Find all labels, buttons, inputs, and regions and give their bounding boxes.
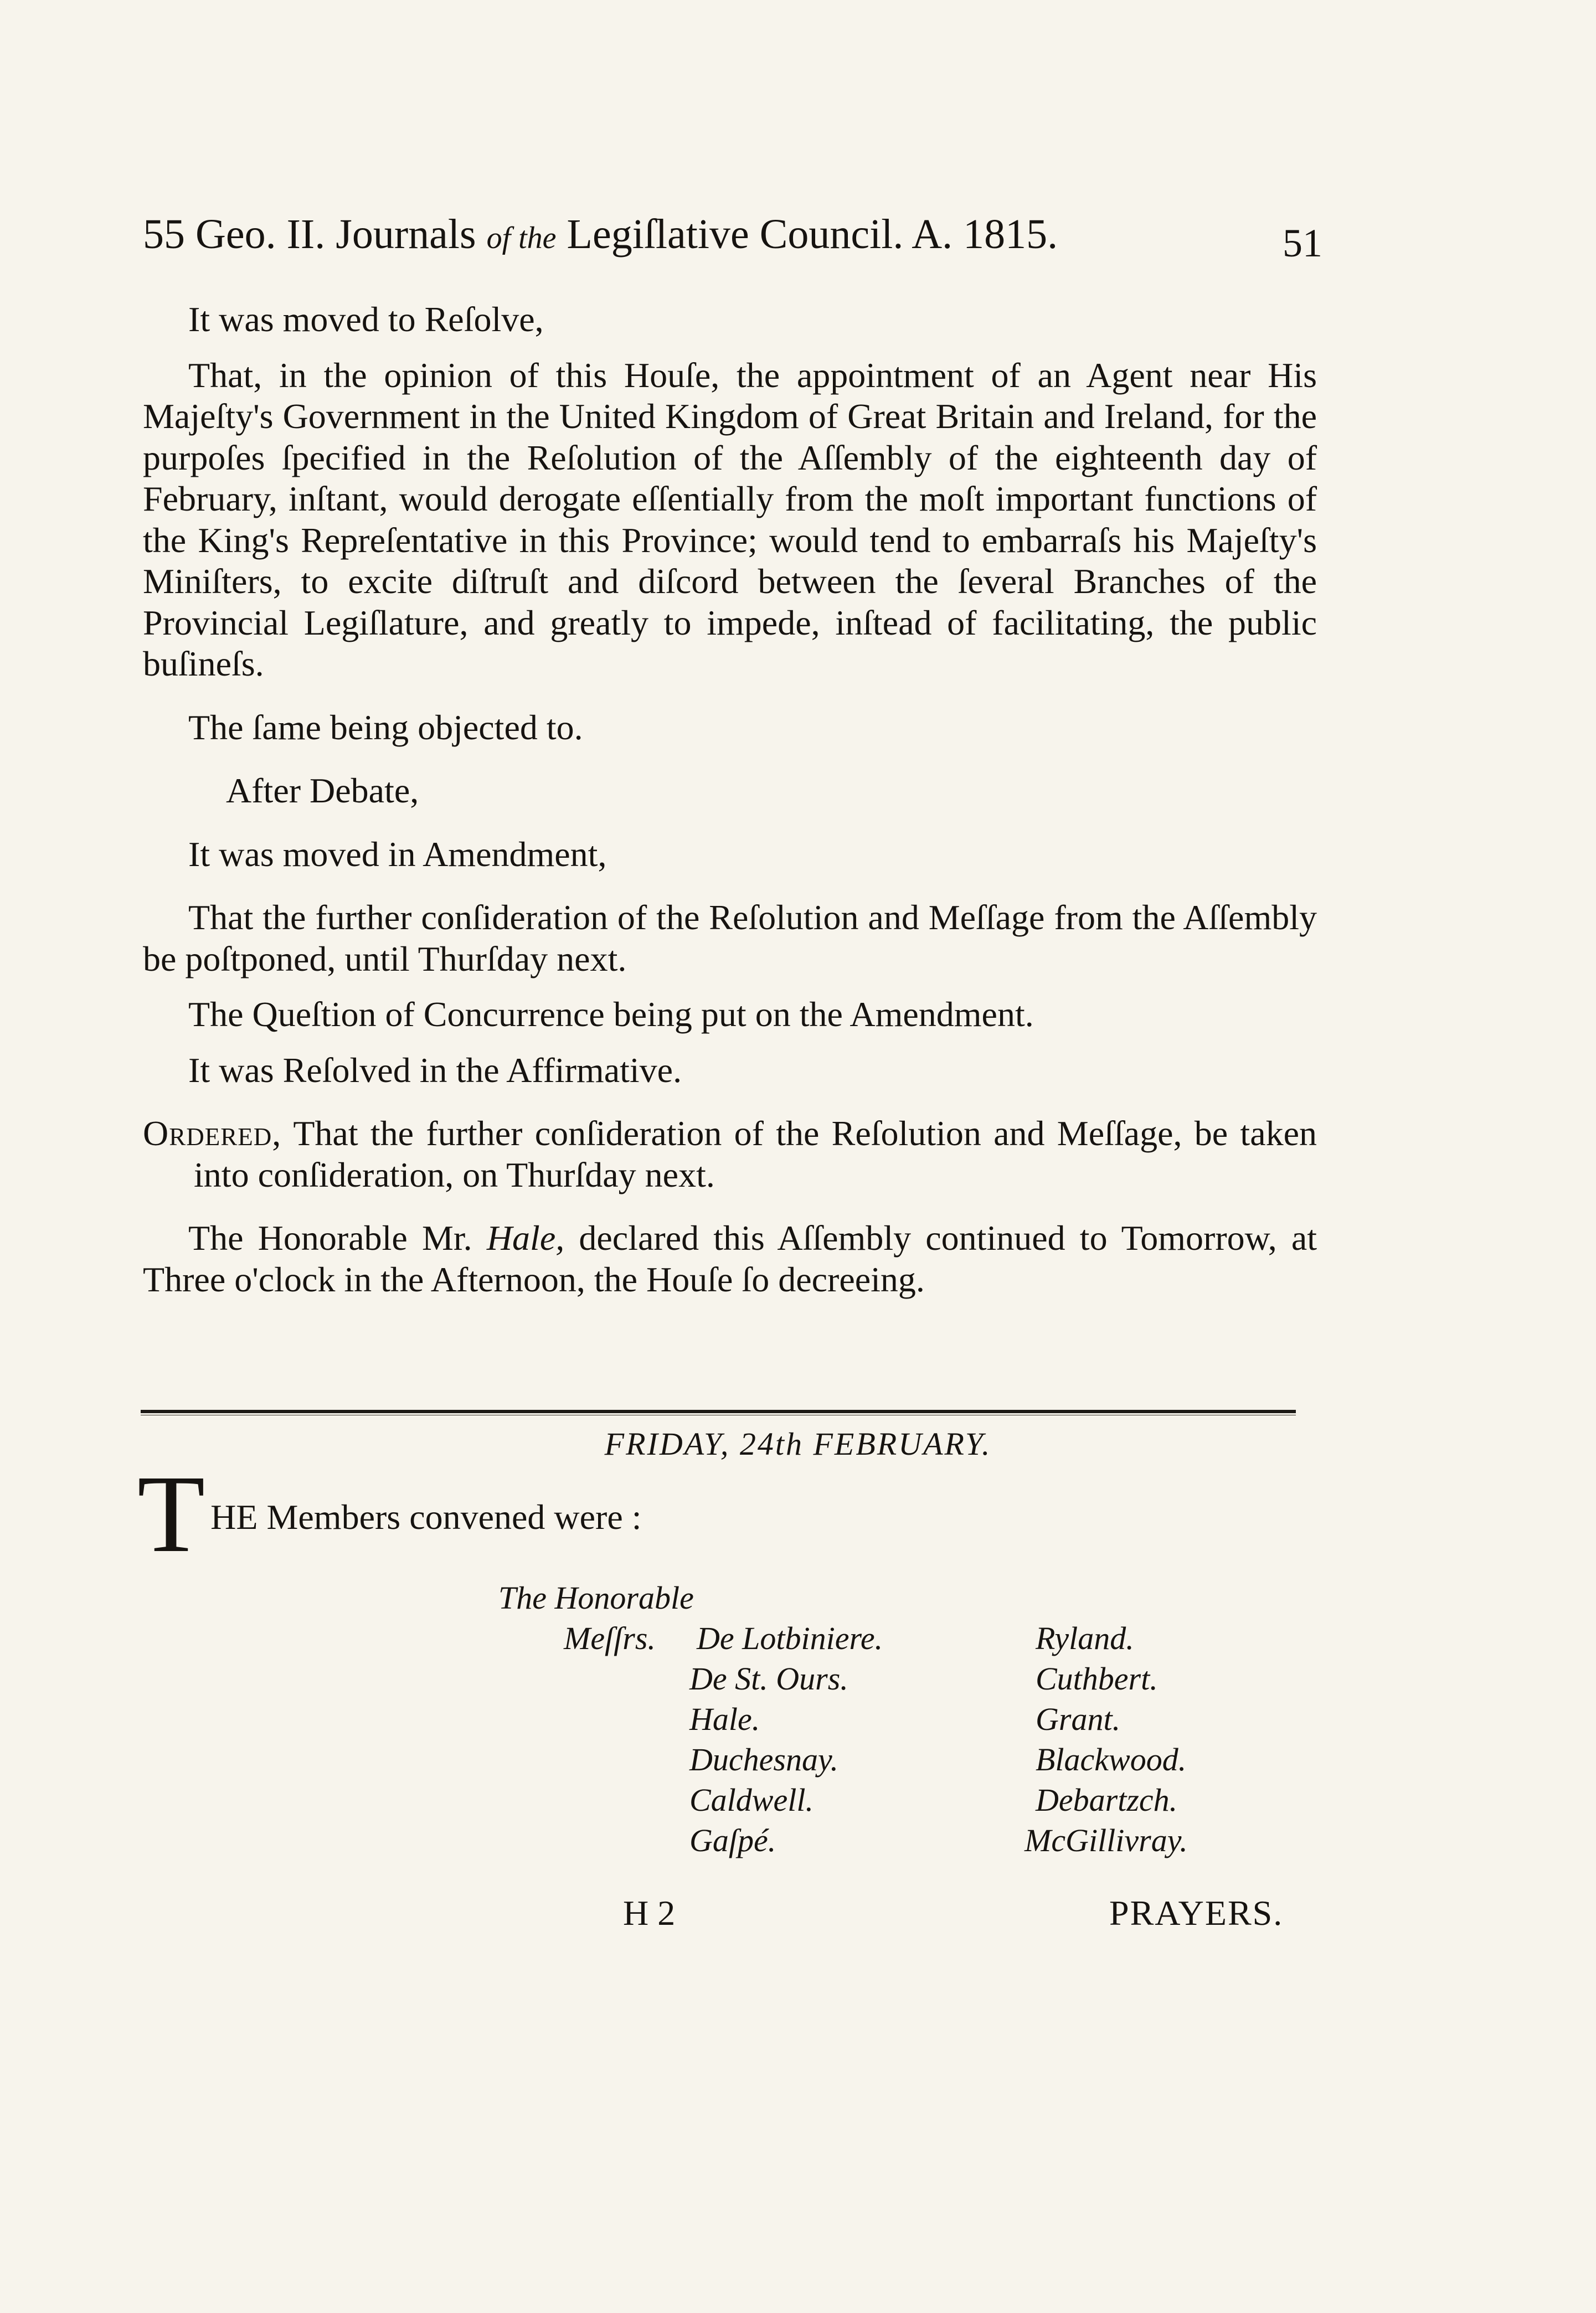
paragraph-amendment-text: That the further conſideration of the Reſolution and Meſſage from the Aſſembly be poſtponed, until Thurſday next. [143,898,1317,978]
paragraph-objection: The ſame being objected to. [188,707,583,747]
signature-mark: H 2 [623,1893,676,1933]
journal-body [143,299,1317,1300]
running-header [143,210,1322,265]
header-council: Legiſlative Council. [567,211,904,257]
member-right: McGillivray. [1024,1822,1188,1858]
header-anno: A. 1815. [912,211,1058,257]
paragraph-resolved: It was Reſolved in the Affirmative. [188,1050,682,1090]
member-left: De St. Ours. [689,1661,848,1697]
ordered-label: Ordered, [143,1114,282,1153]
member-right: Debartzch. [1036,1782,1178,1818]
adjournment-lead: The Honorable Mr. [188,1218,472,1258]
drop-cap: T [137,1453,205,1575]
paragraph-after-debate: After Debate, [226,771,419,810]
member-right: Grant. [1036,1701,1121,1737]
member-right: Ryland. [1036,1620,1134,1656]
convened-text: HE Members convened were : [210,1497,642,1537]
page-number: 51 [1283,221,1322,265]
member-left: Caldwell. [689,1782,814,1818]
adjournment-name: Hale, [486,1218,565,1258]
date-heading: FRIDAY, 24th FEBRUARY. [604,1426,992,1462]
member-left: Duchesnay. [689,1742,838,1778]
member-right: Blackwood. [1036,1742,1187,1778]
paragraph-amendment-motion: It was moved in Amendment, [188,834,607,874]
paragraph-resolution-text: That, in the opinion of this Houſe, the appointment of an Agent near His Majeſty's Government in the United Kingdom of Great Britain and Ireland, for the purpoſes ſpecified in the Reſolution of the Aſſembly of the eighteenth day of February, inſtant, would derogate eſſentially from the moſt important functions of the King's Repreſentative in this Province; would tend to embarraſs his Majeſty's Miniſters, to excite diſtruſt and diſcord between the ſeveral Branches of the Provincial Legiſlature, and greatly to impede, inſtead of facilitating, the public buſineſs. [143,355,1317,683]
members-convened-line [137,1453,642,1575]
paragraph-adjournment [143,1218,1317,1300]
paragraph-motion: It was moved to Reſolve, [188,300,544,339]
section-divider [141,1410,1296,1415]
paragraph-question: The Queſtion of Concurrence being put on the Amendment. [188,995,1034,1034]
header-journals: Journals [336,211,476,257]
member-left: Gaſpé. [689,1822,776,1858]
paragraph-ordered [143,1113,1317,1196]
header-of-the: of the [486,221,557,255]
member-left: Hale. [689,1701,760,1737]
header-reign: II. [286,211,326,257]
members-intro: The Honorable [498,1580,694,1616]
ordered-text: That the further conſideration of the Reſolution and Meſſage, be taken into conſideration, on Thurſday next. [194,1114,1317,1194]
members-title: Meſſrs. [564,1620,656,1656]
member-left: De Lotbiniere. [697,1620,883,1656]
adjournment-text: declared this Aſſembly continued to Tomorrow, at Three o'clock in the Afternoon, the Houſe ſo decreeing. [143,1218,1317,1299]
member-right: Cuthbert. [1036,1661,1158,1697]
header-session: 55 Geo. [143,211,276,257]
catchword: PRAYERS. [1109,1893,1284,1933]
